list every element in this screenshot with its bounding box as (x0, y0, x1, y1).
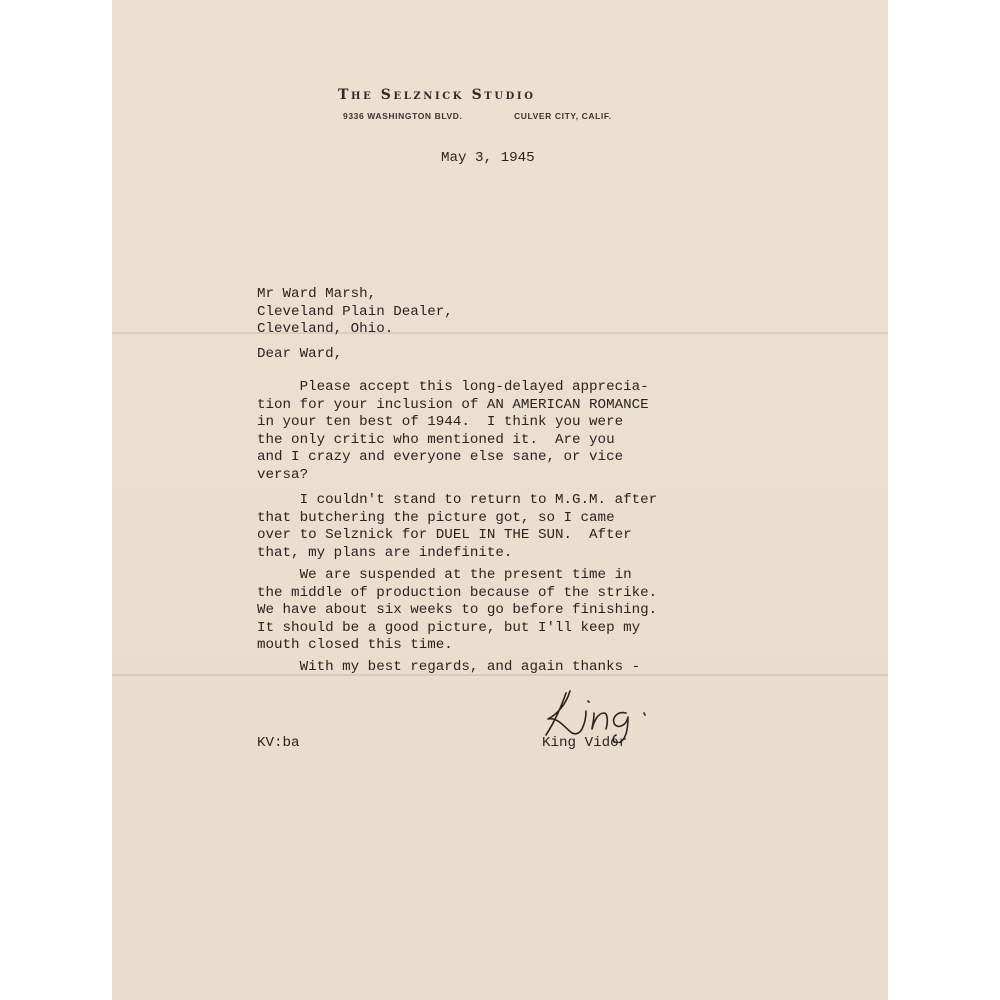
closing-line: With my best regards, and again thanks - (257, 659, 641, 675)
paragraph-line: that, my plans are indefinite. (257, 544, 513, 561)
paragraph-line: and I crazy and everyone else sane, or vice (257, 449, 624, 466)
paragraph-line: that butchering the picture got, so I came (257, 509, 615, 526)
paragraph-line: Please accept this long-delayed apprecia- (257, 379, 649, 395)
paragraph-line: I couldn't stand to return to M.G.M. after (257, 492, 658, 508)
salutation: Dear Ward, (257, 346, 343, 362)
paragraph-line: versa? (257, 466, 309, 483)
paragraph-line: in your ten best of 1944. I think you were (257, 414, 624, 431)
letter-date: May 3, 1945 (441, 150, 535, 166)
recipient-line: Cleveland, Ohio. (257, 321, 394, 338)
paragraph-line: It should be a good picture, but I'll keep my (257, 619, 641, 636)
paragraph-line: We are suspended at the present time in (257, 567, 632, 583)
paragraph-line: the only critic who mentioned it. Are you (257, 431, 615, 448)
letterhead-city: CULVER CITY, CALIF. (514, 111, 612, 121)
letterhead-address: 9336 WASHINGTON BLVD. (343, 111, 463, 121)
body-paragraph (257, 492, 657, 562)
handwritten-signature (536, 683, 696, 743)
paragraph-line: We have about six weeks to go before finishing. (257, 602, 658, 619)
letterhead-name: The Selznick Studio (338, 87, 536, 103)
paragraph-line: over to Selznick for DUEL IN THE SUN. After (257, 527, 632, 544)
paragraph-line: mouth closed this time. (257, 637, 453, 654)
paragraph-line: the middle of production because of the strike. (257, 584, 658, 601)
paragraph-line: tion for your inclusion of AN AMERICAN ROMANCE (257, 396, 649, 413)
fold-crease (112, 332, 888, 334)
body-paragraph (257, 379, 649, 485)
body-paragraph (257, 567, 657, 655)
typed-signature: King Vidor (542, 735, 628, 751)
reference-initials: KV:ba (257, 735, 300, 751)
recipient-address (257, 286, 453, 339)
recipient-line: Mr Ward Marsh, (257, 286, 377, 302)
recipient-line: Cleveland Plain Dealer, (257, 303, 453, 320)
